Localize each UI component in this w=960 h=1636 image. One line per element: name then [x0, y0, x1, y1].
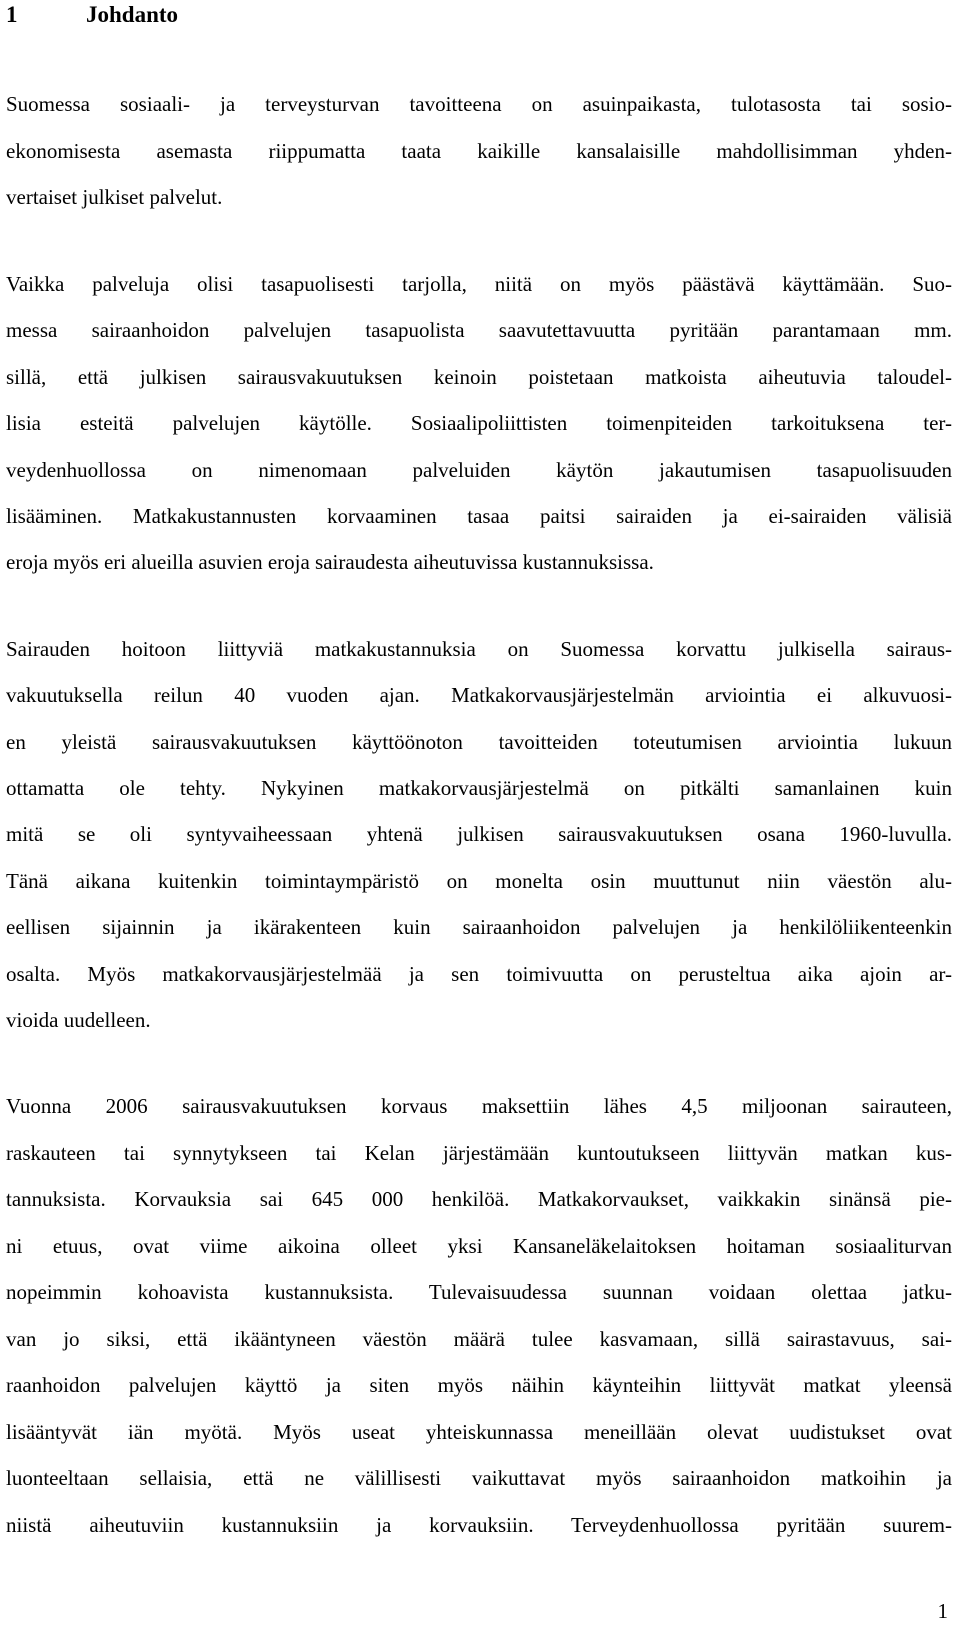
paragraph-4-line: niistä aiheutuviin kustannuksiin ja korvauksiin. Terveydenhuollossa pyritään suurem- — [6, 1513, 952, 1537]
chapter-number: 1 — [6, 2, 18, 27]
paragraph-4-line: raskauteen tai synnytykseen tai Kelan järjestämään kuntoutukseen liittyvän matkan kus- — [6, 1141, 952, 1165]
paragraph-4-line: lisääntyvät iän myötä. Myös useat yhteiskunnassa meneillään olevat uudistukset ovat — [6, 1420, 952, 1444]
paragraph-3-line: ottamatta ole tehty. Nykyinen matkakorvausjärjestelmä on pitkälti samanlainen kuin — [6, 776, 952, 800]
paragraph-3-line: en yleistä sairausvakuutuksen käyttöönoton tavoitteiden toteutumisen arviointia lukuun — [6, 730, 952, 754]
paragraph-4-line: van jo siksi, että ikääntyneen väestön määrä tulee kasvamaan, sillä sairastavuus, sai- — [6, 1327, 952, 1351]
paragraph-4-line: tannuksista. Korvauksia sai 645 000 henkilöä. Matkakorvaukset, vaikkakin sinänsä pie- — [6, 1187, 952, 1211]
paragraph-2-line: lisia esteitä palvelujen käytölle. Sosiaalipoliittisten toimenpiteiden tarkoituksena ter- — [6, 411, 952, 435]
paragraph-4-line: luonteeltaan sellaisia, että ne välillisesti vaikuttavat myös sairaanhoidon matkoihin ja — [6, 1466, 952, 1490]
paragraph-3-line: Sairauden hoitoon liittyviä matkakustannuksia on Suomessa korvattu julkisella sairaus- — [6, 637, 952, 661]
paragraph-3-line: mitä se oli syntyvaiheessaan yhtenä julkisen sairausvakuutuksen osana 1960-luvulla. — [6, 822, 952, 846]
paragraph-1-line: Suomessa sosiaali- ja terveysturvan tavoitteena on asuinpaikasta, tulotasosta tai sosio- — [6, 92, 952, 116]
paragraph-2-line: sillä, että julkisen sairausvakuutuksen keinoin poistetaan matkoista aiheutuvia taloudel- — [6, 365, 952, 389]
paragraph-1-line: vertaiset julkiset palvelut. — [6, 185, 223, 209]
paragraph-4-line: Vuonna 2006 sairausvakuutuksen korvaus maksettiin lähes 4,5 miljoonan sairauteen, — [6, 1094, 952, 1118]
page-number: 1 — [937, 1599, 948, 1623]
paragraph-3-line: vakuutuksella reilun 40 vuoden ajan. Matkakorvausjärjestelmän arviointia ei alkuvuosi- — [6, 683, 952, 707]
paragraph-1-line: ekonomisesta asemasta riippumatta taata kaikille kansalaisille mahdollisimman yhden- — [6, 139, 952, 163]
paragraph-2-line: veydenhuollossa on nimenomaan palveluiden käytön jakautumisen tasapuolisuuden — [6, 458, 952, 482]
paragraph-4-line: raanhoidon palvelujen käyttö ja siten myös näihin käynteihin liittyvät matkat yleensä — [6, 1373, 952, 1397]
paragraph-3-line: vioida uudelleen. — [6, 1008, 151, 1032]
paragraph-2-line: lisääminen. Matkakustannusten korvaaminen tasaa paitsi sairaiden ja ei-sairaiden välisiä — [6, 504, 952, 528]
paragraph-2-line: messa sairaanhoidon palvelujen tasapuolista saavutettavuutta pyritään parantamaan mm. — [6, 318, 952, 342]
paragraph-3-line: eellisen sijainnin ja ikärakenteen kuin sairaanhoidon palvelujen ja henkilöliikenteenkin — [6, 915, 952, 939]
chapter-heading — [6, 0, 178, 30]
paragraph-2-line: Vaikka palveluja olisi tasapuolisesti tarjolla, niitä on myös päästävä käyttämään. Suo- — [6, 272, 952, 296]
paragraph-3-line: Tänä aikana kuitenkin toimintaympäristö on monelta osin muuttunut niin väestön alu- — [6, 869, 952, 893]
paragraph-4-line: ni etuus, ovat viime aikoina olleet yksi Kansaneläkelaitoksen hoitaman sosiaaliturvan — [6, 1234, 952, 1258]
paragraph-4-line: nopeimmin kohoavista kustannuksista. Tulevaisuudessa suunnan voidaan olettaa jatku- — [6, 1280, 952, 1304]
paragraph-2-line: eroja myös eri alueilla asuvien eroja sairaudesta aiheutuvissa kustannuksissa. — [6, 550, 654, 574]
chapter-title: Johdanto — [86, 2, 179, 27]
paragraph-3-line: osalta. Myös matkakorvausjärjestelmää ja sen toimivuutta on perusteltua aika ajoin ar- — [6, 962, 952, 986]
